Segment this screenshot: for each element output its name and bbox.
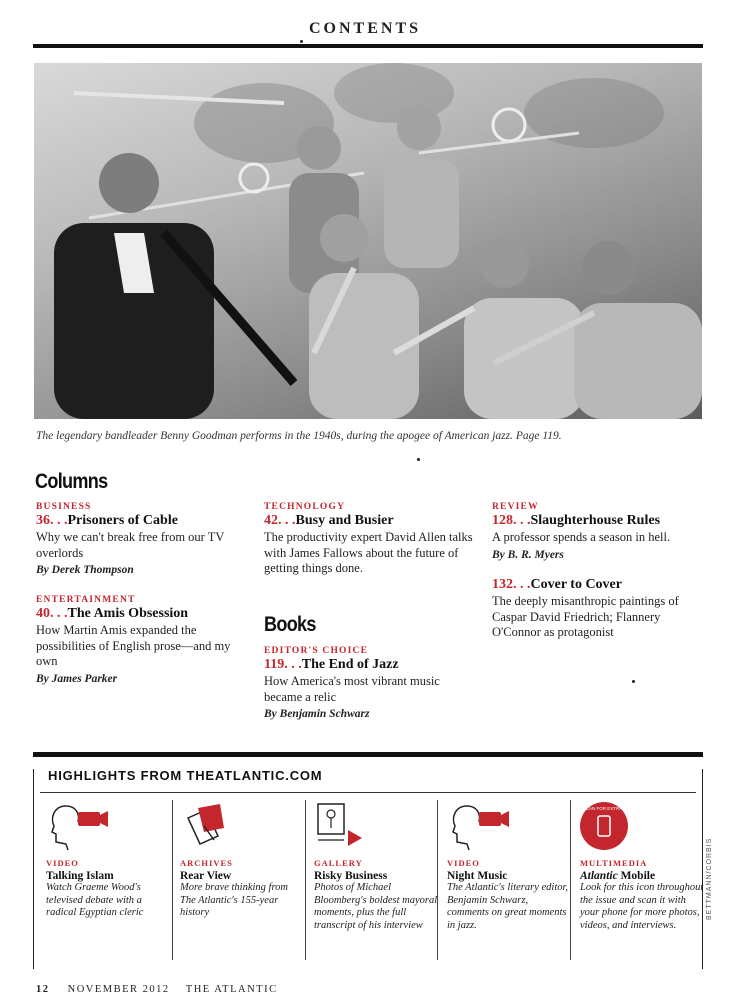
- article-slaughterhouse-rules[interactable]: [492, 502, 707, 561]
- issue-date: NOVEMBER 2012: [67, 984, 170, 995]
- article-title: 132. . .Cover to Cover: [492, 577, 622, 592]
- highlight-description: Watch Graeme Wood's televised debate with a radical Egyptian cleric: [46, 882, 144, 918]
- archives-book-icon: [180, 800, 304, 852]
- article-the-amis-obsession[interactable]: [36, 595, 251, 685]
- highlight-kicker: MULTIMEDIA: [580, 858, 648, 868]
- article-title: 40. . .The Amis Obsession: [36, 606, 189, 621]
- columns-heading: Columns: [35, 470, 108, 493]
- article-title: 42. . .Busy and Busier: [264, 513, 394, 528]
- section-kicker: ENTERTAINMENT: [36, 595, 136, 605]
- article-busy-and-busier[interactable]: [264, 502, 479, 577]
- column-divider: [172, 800, 173, 960]
- publication-name: THE ATLANTIC: [185, 984, 278, 995]
- highlight-description: Photos of Michael Bloomberg's boldest mayoral moments, plus the full transcript of his interview: [314, 882, 438, 931]
- article-byline: By Derek Thompson: [36, 564, 134, 576]
- highlights-title: HIGHLIGHTS FROM THEATLANTIC.COM: [48, 768, 323, 783]
- highlight-title: Night Music: [447, 870, 508, 882]
- scan-badge-text: SCAN FOR EXTRAS: [582, 806, 626, 811]
- section-kicker: TECHNOLOGY: [264, 502, 346, 512]
- highlight-talking-islam[interactable]: [46, 800, 170, 920]
- article-byline: By James Parker: [36, 672, 118, 685]
- books-heading: Books: [264, 613, 316, 636]
- band-photo: [34, 63, 702, 419]
- highlight-description: More brave thinking from The Atlantic's 155-year history: [180, 882, 288, 918]
- highlight-kicker: GALLERY: [314, 858, 363, 868]
- ornament-dot: [300, 40, 303, 43]
- column-divider: [305, 800, 306, 960]
- photo-caption: The legendary bandleader Benny Goodman performs in the 1940s, during the apogee of American jazz. Page 119.: [36, 430, 562, 442]
- ornament-dot: [632, 680, 635, 683]
- article-byline: By Benjamin Schwarz: [264, 708, 370, 720]
- highlight-kicker: VIDEO: [447, 858, 480, 868]
- section-kicker: REVIEW: [492, 502, 539, 512]
- gallery-play-icon: [314, 800, 438, 852]
- top-rule: [33, 44, 703, 48]
- mobile-scan-icon: [580, 800, 704, 852]
- highlight-description: The Atlantic's literary editor, Benjamin Schwarz, comments on great moments in jazz.: [447, 882, 569, 931]
- section-kicker: BUSINESS: [36, 502, 92, 512]
- article-description: The productivity expert David Allen talks with James Fallows about the future of getting things done.: [264, 530, 473, 575]
- highlight-risky-business[interactable]: [314, 800, 438, 932]
- highlights-rule: [33, 752, 703, 757]
- article-description: Why we can't break free from our TV overlords: [36, 530, 225, 560]
- article-byline: By B. R. Myers: [492, 548, 564, 561]
- highlight-rear-view[interactable]: [180, 800, 304, 920]
- article-cover-to-cover[interactable]: [492, 576, 707, 641]
- highlights-divider: [40, 792, 696, 793]
- highlight-night-music[interactable]: [447, 800, 571, 932]
- page-title: CONTENTS: [308, 20, 422, 37]
- highlight-title: Atlantic Mobile: [580, 870, 656, 882]
- article-description: How America's most vibrant music became a relic: [264, 674, 440, 704]
- highlight-kicker: VIDEO: [46, 858, 79, 868]
- highlight-title: Rear View: [180, 870, 232, 882]
- section-kicker: EDITOR'S CHOICE: [264, 646, 369, 656]
- ornament-dot: [417, 458, 420, 461]
- article-title: 128. . .Slaughterhouse Rules: [492, 513, 661, 528]
- highlight-atlantic-mobile[interactable]: [580, 800, 704, 932]
- article-title: 36. . .Prisoners of Cable: [36, 513, 178, 528]
- highlight-description: Look for this icon throughout the issue and scan it with your phone for more photos, videos, and interviews.: [580, 882, 704, 931]
- photo-credit: BETTMANN/CORBIS: [706, 837, 713, 920]
- article-description: A professor spends a season in hell.: [492, 530, 671, 544]
- article-description: How Martin Amis expanded the possibilities of English prose—and my own: [36, 623, 231, 668]
- article-prisoners-of-cable[interactable]: [36, 502, 251, 576]
- video-head-icon: [447, 800, 571, 852]
- page-footer: [36, 984, 278, 995]
- highlight-kicker: ARCHIVES: [180, 858, 233, 868]
- page-number: 12: [36, 984, 50, 995]
- video-head-icon: [46, 800, 170, 852]
- highlight-title: Risky Business: [314, 870, 388, 882]
- article-title: 119. . .The End of Jazz: [264, 657, 399, 672]
- article-the-end-of-jazz[interactable]: [264, 646, 479, 720]
- highlight-title: Talking Islam: [46, 870, 114, 882]
- article-description: The deeply misanthropic paintings of Caspar David Friedrich; Flannery O'Connor as protagonist: [492, 594, 679, 639]
